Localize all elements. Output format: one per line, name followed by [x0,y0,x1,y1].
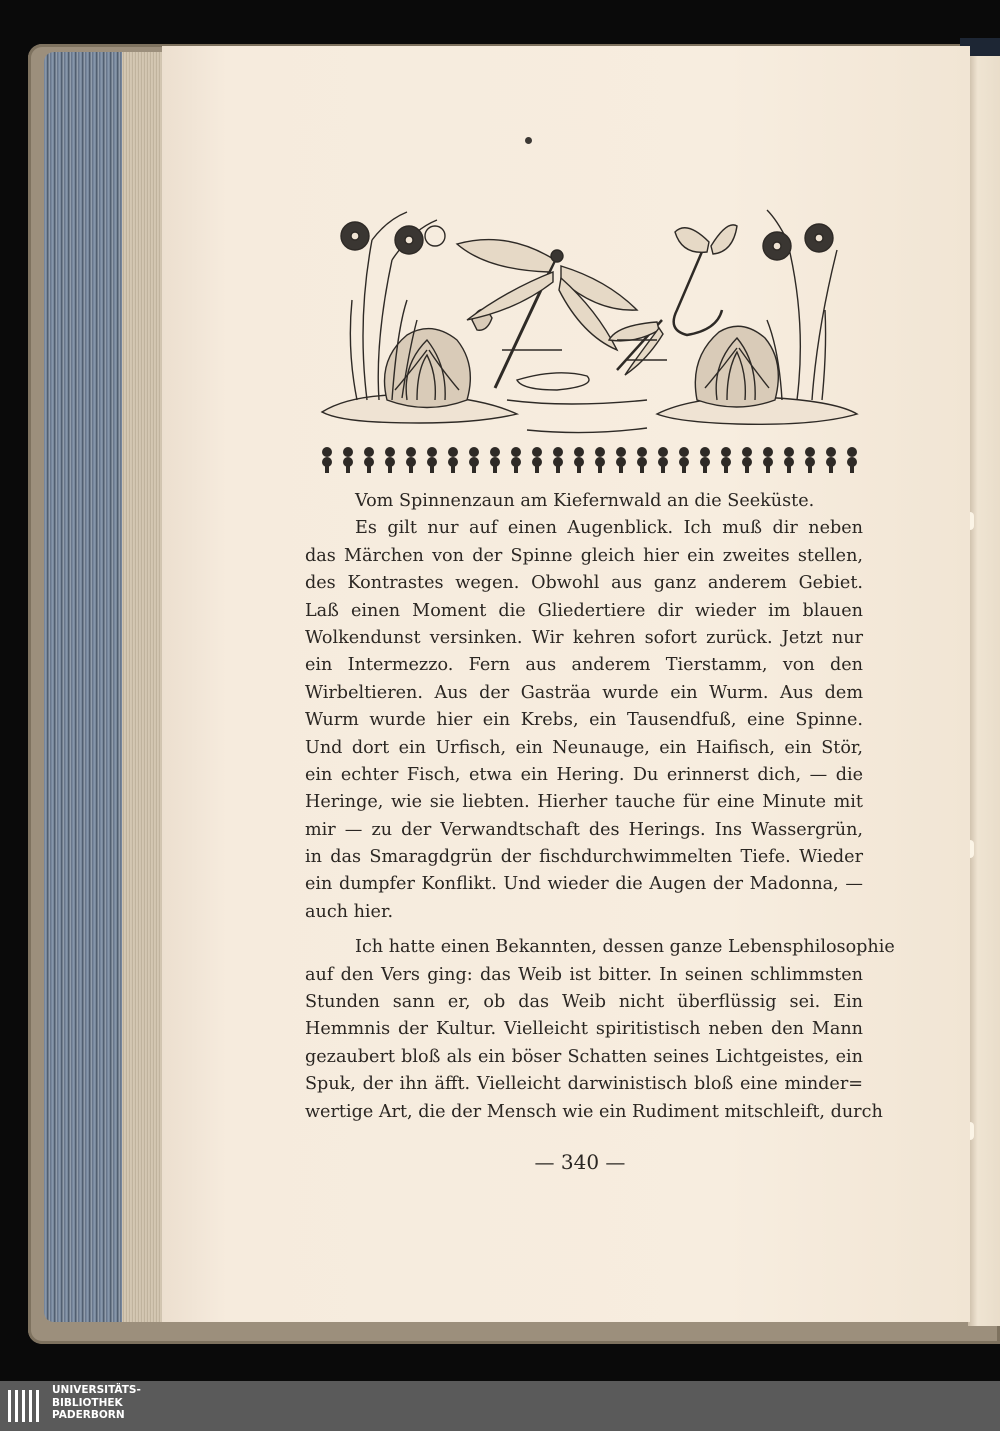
text-line: Stunden sann er, ob das Weib nicht überflüssig sei. Ein [305,992,863,1013]
text-line: Heringe, wie sie liebten. Hierher tauche für eine Minute mit [305,792,863,813]
text-line: Es gilt nur auf einen Augenblick. Ich muß dir neben [355,518,863,539]
text-line: Wolkendunst versinken. Wir kehren sofort zurück. Jetzt nur [305,627,863,648]
text-line: Wirbeltieren. Aus der Gasträa wurde ein Wurm. Aus dem [305,682,863,703]
page-number: — 340 — [534,1150,626,1174]
body-text [305,488,895,1126]
text-line: Hemmnis der Kultur. Vielleicht spiritistisch neben den Mann [305,1019,863,1040]
paragraph [305,934,895,1126]
text-line: das Märchen von der Spinne gleich hier ein zweites stellen, [305,545,863,566]
text-line: ein Intermezzo. Fern aus anderem Tierstamm, von den [305,655,863,676]
text-line: Laß einen Moment die Gliedertiere dir wieder im blauen [305,600,863,621]
library-footer [0,1381,1000,1431]
library-name-line: BIBLIOTHEK [52,1396,123,1409]
text-line: Ich hatte einen Bekannten, dessen ganze Lebensphilosophie [355,937,895,958]
text-line: ein dumpfer Konflikt. Und wieder die Augen der Madonna, — [305,874,863,895]
text-line: Vom Spinnenzaun am Kiefernwald an die Seeküste. [355,491,815,511]
ink-speck [525,137,532,144]
library-name-line: PADERBORN [52,1409,125,1421]
text-line: Und dort ein Urfisch, ein Neunauge, ein Haifisch, ein Stör, [305,737,863,758]
page-edges [44,52,162,1322]
paragraph [305,488,863,926]
library-name-line: UNIVERSITÄTS- [52,1384,141,1396]
text-line: wertige Art, die der Mensch wie ein Rudiment mitschleift, durch [305,1101,883,1122]
text-line: Spuk, der ihn äfft. Vielleicht darwinistisch bloß eine minder= [305,1074,863,1095]
text-line: gezaubert bloß als ein böser Schatten seines Lichtgeistes, ein [305,1046,863,1067]
text-line: in das Smaragdgrün der fischdurchwimmelten Tiefe. Wieder [305,847,863,868]
text-line: mir — zu der Verwandtschaft des Herings. Ins Wassergrün, [305,819,863,840]
dragonfly-waterlily-vignette-icon [317,200,863,476]
text-line: auch hier. [305,901,394,922]
text-line: ein echter Fisch, etwa ein Hering. Du erinnerst dich, — die [305,764,863,785]
text-line: des Kontrastes wegen. Obwohl aus ganz anderem Gebiet. [305,573,863,594]
library-name [52,1384,141,1422]
text-line: auf den Vers ging: das Weib ist bitter. In seinen schlimmsten [305,964,863,985]
library-bars-logo-icon [6,1386,46,1426]
text-line: Wurm wurde hier ein Krebs, ein Tausendfuß, eine Spinne. [305,710,863,731]
